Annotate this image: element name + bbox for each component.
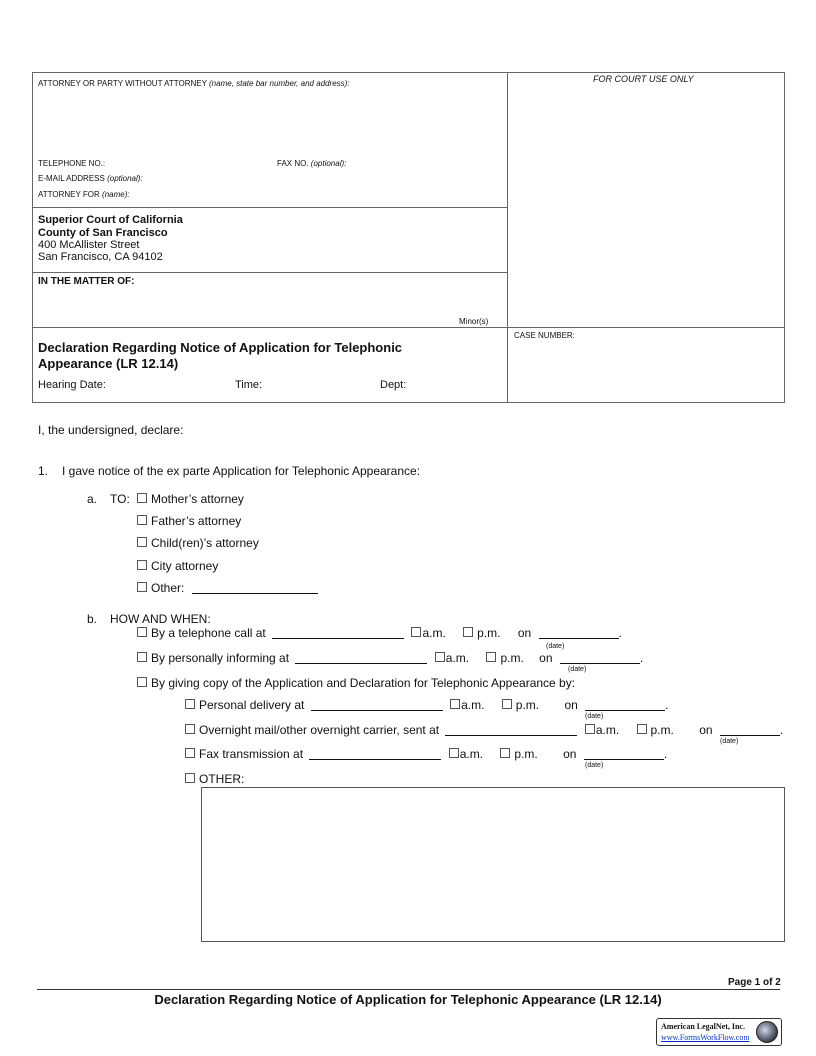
delivery-date-hint: (date) — [585, 713, 604, 720]
fax-label: FAX NO. (optional): — [277, 159, 347, 168]
checkbox[interactable] — [137, 652, 147, 662]
to-father-option[interactable]: Father’s attorney — [137, 514, 241, 528]
overnight-date-hint: (date) — [720, 738, 739, 745]
court-street: 400 McAllister Street — [38, 239, 140, 251]
phone-date-line[interactable] — [539, 627, 619, 639]
court-name: Superior Court of California — [38, 214, 183, 226]
pm-checkbox[interactable] — [502, 699, 512, 709]
telephone-label: TELEPHONE NO.: — [38, 159, 106, 168]
court-use-label: FOR COURT USE ONLY — [593, 74, 694, 84]
to-other-option[interactable]: Other: — [137, 581, 318, 595]
fax-time-line[interactable] — [309, 748, 441, 760]
page-number: Page 1 of 2 — [728, 977, 781, 988]
checkbox[interactable] — [137, 582, 147, 592]
form-title-line2: Appearance (LR 12.14) — [38, 356, 179, 371]
hearing-date-label: Hearing Date: — [38, 379, 106, 391]
other-input-line[interactable] — [192, 582, 318, 594]
logo-name: American LegalNet, Inc. — [661, 1022, 745, 1031]
checkbox[interactable] — [137, 537, 147, 547]
checkbox[interactable] — [137, 515, 147, 525]
attorney-for-label: ATTORNEY FOR (name): — [38, 190, 130, 199]
pm-checkbox[interactable] — [486, 652, 496, 662]
to-label: TO: — [110, 492, 130, 506]
delivery-time-line[interactable] — [311, 699, 443, 711]
phone-time-line[interactable] — [272, 627, 404, 639]
other-text-area[interactable] — [201, 787, 785, 942]
fax-option[interactable]: Fax transmission at a.m. p.m. on . — [185, 747, 667, 761]
checkbox[interactable] — [137, 493, 147, 503]
am-checkbox[interactable] — [435, 652, 445, 662]
delivery-date-line[interactable] — [585, 699, 665, 711]
checkbox[interactable] — [137, 677, 147, 687]
court-city: San Francisco, CA 94102 — [38, 251, 163, 263]
time-label: Time: — [235, 379, 263, 391]
checkbox[interactable] — [185, 748, 195, 758]
item-1-number: 1. — [38, 464, 49, 478]
to-mother-option[interactable]: Mother’s attorney — [137, 492, 244, 506]
footer-rule — [37, 989, 780, 990]
am-checkbox[interactable] — [449, 748, 459, 758]
overnight-option[interactable]: Overnight mail/other overnight carrier, sent at a.m. p.m. on . — [185, 723, 783, 737]
to-city-option[interactable]: City attorney — [137, 559, 218, 573]
item-1-text: I gave notice of the ex parte Application for Telephonic Appearance: — [62, 464, 421, 478]
checkbox[interactable] — [137, 627, 147, 637]
globe-icon — [756, 1021, 778, 1043]
caption-rule-2 — [32, 272, 507, 273]
phone-date-hint: (date) — [546, 643, 565, 650]
minors-label: Minor(s) — [459, 317, 489, 326]
fax-date-line[interactable] — [584, 748, 664, 760]
how-when-label: HOW AND WHEN: — [110, 612, 211, 626]
declare-text: I, the undersigned, declare: — [38, 423, 184, 437]
other-option[interactable]: OTHER: — [185, 772, 244, 786]
by-person-option[interactable]: By personally informing at a.m. p.m. on . — [137, 651, 643, 665]
checkbox[interactable] — [185, 724, 195, 734]
checkbox[interactable] — [137, 560, 147, 570]
am-checkbox[interactable] — [585, 724, 595, 734]
checkbox[interactable] — [185, 699, 195, 709]
publisher-logo — [656, 1018, 782, 1046]
personal-delivery-option[interactable]: Personal delivery at a.m. p.m. on . — [185, 698, 669, 712]
matter-label: IN THE MATTER OF: — [38, 276, 135, 287]
attorney-label: ATTORNEY OR PARTY WITHOUT ATTORNEY (name, state bar number, and address): — [38, 79, 350, 88]
by-copy-option[interactable]: By giving copy of the Application and Declaration for Telephonic Appearance by: — [137, 676, 575, 690]
person-date-hint: (date) — [568, 666, 587, 673]
am-checkbox[interactable] — [411, 627, 421, 637]
by-phone-option[interactable]: By a telephone call at a.m. p.m. on . — [137, 626, 622, 640]
fax-date-hint: (date) — [585, 762, 604, 769]
dept-label: Dept: — [380, 379, 407, 391]
person-date-line[interactable] — [560, 652, 640, 664]
checkbox[interactable] — [185, 773, 195, 783]
case-number-label: CASE NUMBER: — [514, 331, 575, 340]
overnight-time-line[interactable] — [445, 724, 577, 736]
pm-checkbox[interactable] — [637, 724, 647, 734]
caption-rule-3 — [32, 327, 785, 328]
person-time-line[interactable] — [295, 652, 427, 664]
logo-url[interactable]: www.FormsWorkFlow.com — [661, 1033, 750, 1042]
county-name: County of San Francisco — [38, 227, 168, 239]
am-checkbox[interactable] — [450, 699, 460, 709]
footer-title: Declaration Regarding Notice of Application for Telephonic Appearance (LR 12.14) — [154, 992, 662, 1007]
item-a-label: a. — [87, 492, 98, 506]
caption-divider — [507, 72, 508, 403]
caption-rule-1 — [32, 207, 507, 208]
overnight-date-line[interactable] — [720, 724, 780, 736]
item-b-label: b. — [87, 612, 98, 626]
to-children-option[interactable]: Child(ren)’s attorney — [137, 536, 259, 550]
pm-checkbox[interactable] — [500, 748, 510, 758]
form-title-line1: Declaration Regarding Notice of Application for Telephonic — [38, 340, 403, 355]
pm-checkbox[interactable] — [463, 627, 473, 637]
email-label: E-MAIL ADDRESS (optional): — [38, 174, 143, 183]
